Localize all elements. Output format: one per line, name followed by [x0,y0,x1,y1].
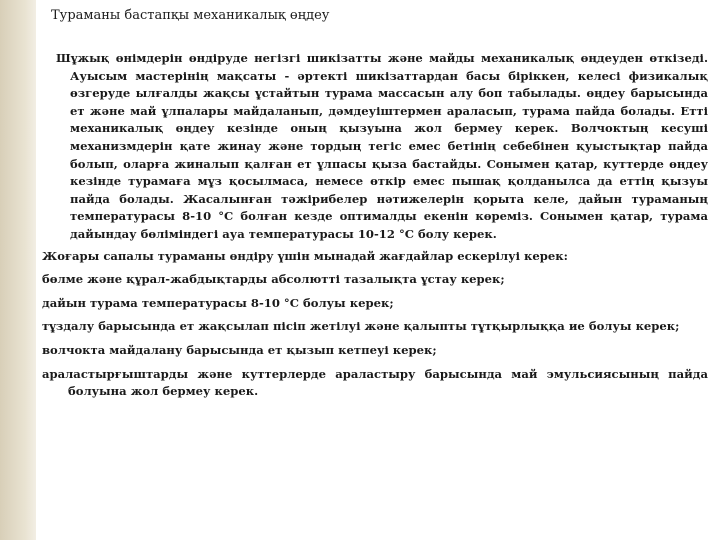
condition-item: бөлме және құрал-жабдықтарды абсолютті тазалықта ұстау керек; [42,272,505,287]
condition-item: араластырғыштарды және куттерлерде араластыру барысында май эмульсиясының пайда болуына жол бермеу керек. [42,366,708,399]
condition-item: волчокта майдалану барысында ет қызып кетпеуі керек; [42,342,437,357]
condition-item: дайын турама температурасы 8-10 °С болуы керек; [42,295,394,310]
main-paragraph: Шұжық өнімдерін өндіруде негізгі шикізатты және майды механикалық өңдеуден өткізеді. Ауысым мастерінің мақсаты - әртекті шикізаттардан басы біріккен, келесі физикалық өзгеруде ылғалды жақсы ұстайтын турама массасын алу боп табылады. өңдеу барысында ет және май ұлпалары майдаланып, дәмдеуіштермен араласып, турама пайда болады. Етті механикалық өңдеу кезінде оның қызуына жол бермеу керек. Волчоктың кесуші механизмдерін қате жинау және тордың тегіс емес бетінің себебінен қуыстықтар пайда болып, оларға жиналып қалған ет ұлпасы қыза бастайды. Сонымен қатар, куттерде өңдеу кезінде турамаға мұз қосылмаса, немесе өткір емес пышақ қолданылса да еттің қызуы пайда болады. Жасалынған тәжірибелер нәтижелерін қорыта келе, дайын тураманың температурасы 8-10 °С болған кезде оптималды екенін көреміз. Сонымен қатар, турама дайындау бөліміндегі ауа температурасы 10-12 °С болу керек. [56,51,708,241]
decorative-left-band [0,0,36,540]
slide-title: Тураманы бастапқы механикалық өңдеу [51,8,330,23]
slide-body [42,50,708,401]
condition-item: тұздалу барысында ет жақсылап пісіп жетілуі және қалыпты тұтқырлыққа ие болуы керек; [42,319,680,334]
conditions-intro: Жоғары сапалы тураманы өндіру үшін мынадай жағдайлар ескерілуі керек: [42,248,568,263]
